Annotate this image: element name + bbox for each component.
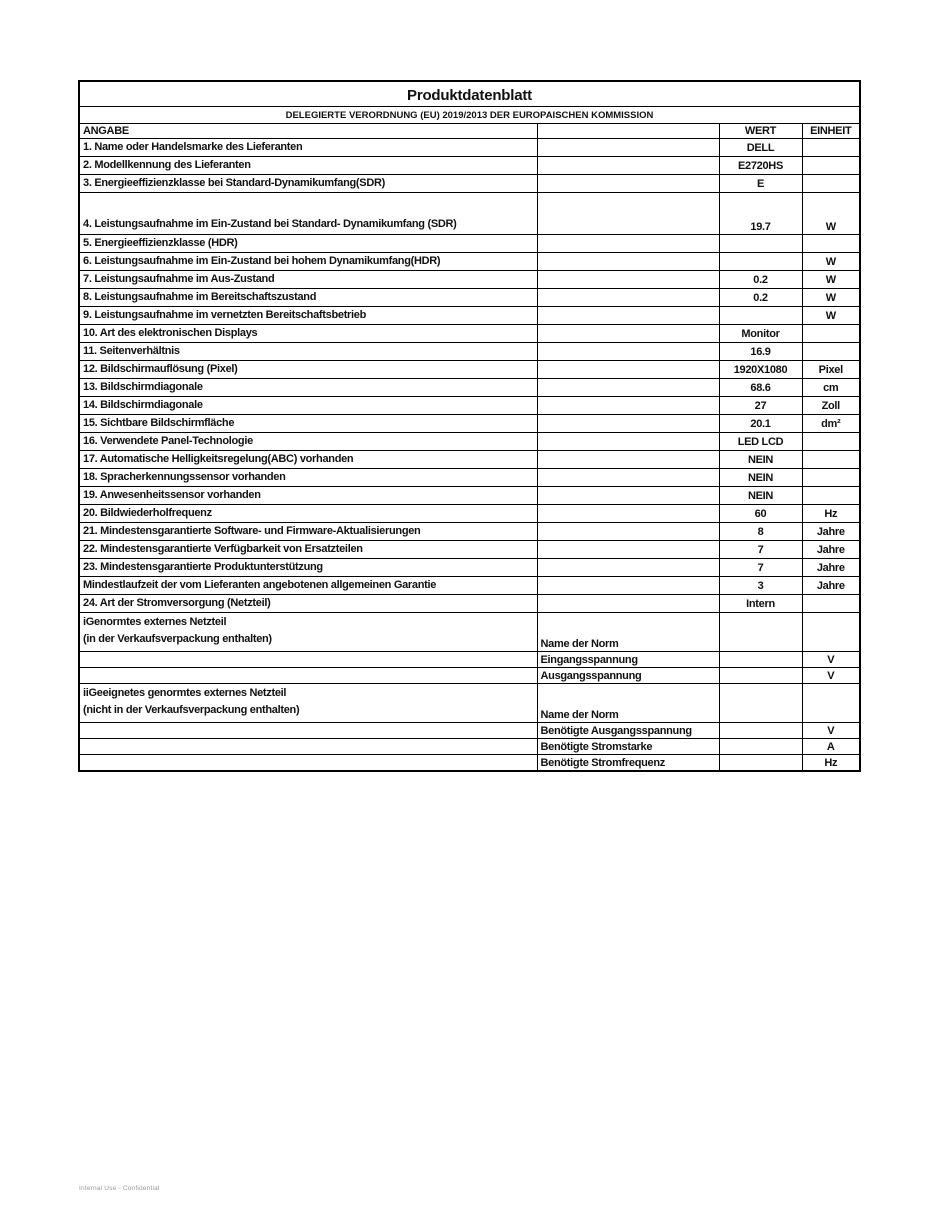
row-mid-label-cell — [537, 523, 719, 541]
row-mid-label-cell — [537, 505, 719, 523]
row-label: iGenormtes externes Netzteil — [83, 616, 227, 628]
row-label-cell — [79, 379, 537, 397]
table-row — [79, 451, 860, 469]
row-label-cell — [79, 271, 537, 289]
row-label-cell — [79, 652, 537, 668]
row-label: 24. Art der Stromversorgung (Netzteil) — [83, 597, 271, 609]
row-mid-label-cell: Benötigte Ausgangsspannung — [537, 723, 719, 739]
row-label: 14. Bildschirmdiagonale — [83, 399, 203, 411]
row-label: 7. Leistungsaufnahme im Aus-Zustand — [83, 273, 275, 285]
row-mid-label-cell — [537, 343, 719, 361]
row-mid-label-cell — [537, 253, 719, 271]
subtitle-row — [79, 107, 860, 124]
row-unit-cell — [802, 175, 860, 193]
table-row — [79, 523, 860, 541]
row-value-cell: E — [719, 175, 802, 193]
row-mid-label-cell — [537, 451, 719, 469]
row-mid-label-cell — [537, 157, 719, 175]
column-header-row — [79, 124, 860, 139]
row-label: 4. Leistungsaufnahme im Ein-Zustand bei Standard- Dynamikumfang (SDR) — [83, 218, 457, 230]
row-mid-label-cell — [537, 595, 719, 613]
table-row — [79, 595, 860, 613]
row-unit-cell: Hz — [802, 505, 860, 523]
table-row — [79, 668, 860, 684]
row-label-cell — [79, 307, 537, 325]
row-unit-cell: V — [802, 652, 860, 668]
row-mid-label-cell: Eingangsspannung — [537, 652, 719, 668]
page-subtitle: DELEGIERTE VERORDNUNG (EU) 2019/2013 DER EUROPAISCHEN KOMMISSION — [79, 107, 860, 124]
row-label: iiGeeignetes genormtes externes Netzteil — [83, 687, 287, 699]
row-label: 1. Name oder Handelsmarke des Lieferanten — [83, 141, 303, 153]
row-value-cell — [719, 739, 802, 755]
row-value-cell: LED LCD — [719, 433, 802, 451]
row-value-cell: 3 — [719, 577, 802, 595]
table-row — [79, 307, 860, 325]
row-value-cell — [719, 253, 802, 271]
row-mid-label-cell — [537, 235, 719, 253]
row-value-cell: NEIN — [719, 451, 802, 469]
row-value-cell: NEIN — [719, 487, 802, 505]
row-unit-cell: Jahre — [802, 577, 860, 595]
row-label-cell — [79, 343, 537, 361]
row-label-cell — [79, 139, 537, 157]
row-value-cell: 1920X1080 — [719, 361, 802, 379]
row-value-cell — [719, 755, 802, 772]
row-unit-cell: Jahre — [802, 523, 860, 541]
row-label: 13. Bildschirmdiagonale — [83, 381, 203, 393]
row-value-cell — [719, 723, 802, 739]
row-value-cell: DELL — [719, 139, 802, 157]
row-value-cell — [719, 307, 802, 325]
row-mid-label-cell — [537, 271, 719, 289]
row-label-cell — [79, 193, 537, 235]
row-unit-cell — [802, 451, 860, 469]
row-label-cell — [79, 433, 537, 451]
row-value-cell: 60 — [719, 505, 802, 523]
column-header-einheit: EINHEIT — [802, 124, 860, 139]
row-label: 23. Mindestensgarantierte Produktunterstützung — [83, 561, 323, 573]
row-unit-cell: W — [802, 307, 860, 325]
row-unit-cell — [802, 487, 860, 505]
row-mid-label-cell — [537, 487, 719, 505]
table-row — [79, 755, 860, 772]
row-mid-label-cell — [537, 307, 719, 325]
footer-confidential-label: Internal Use - Confidential — [79, 1185, 160, 1192]
table-row — [79, 487, 860, 505]
row-mid-label-cell — [537, 541, 719, 559]
row-unit-cell — [802, 325, 860, 343]
row-mid-label-cell — [537, 433, 719, 451]
column-header-angabe: ANGABE — [79, 124, 537, 139]
row-label: 8. Leistungsaufnahme im Bereitschaftszustand — [83, 291, 317, 303]
row-value-cell: Monitor — [719, 325, 802, 343]
table-row — [79, 433, 860, 451]
row-label: 5. Energieeffizienzklasse (HDR) — [83, 237, 238, 249]
row-mid-label-cell — [537, 289, 719, 307]
column-header-mid — [537, 124, 719, 139]
row-mid-label-cell — [537, 193, 719, 235]
row-unit-cell: Jahre — [802, 541, 860, 559]
row-label-cell — [79, 559, 537, 577]
row-unit-cell — [802, 235, 860, 253]
row-label-cell — [79, 253, 537, 271]
row-label: 3. Energieeffizienzklasse bei Standard-Dynamikumfang(SDR) — [83, 177, 385, 189]
row-label: 16. Verwendete Panel-Technologie — [83, 435, 253, 447]
row-unit-cell — [802, 684, 860, 723]
row-label-cell — [79, 235, 537, 253]
row-value-cell: 19.7 — [719, 193, 802, 235]
row-unit-cell: V — [802, 723, 860, 739]
row-label: 20. Bildwiederholfrequenz — [83, 507, 212, 519]
row-unit-cell: Hz — [802, 755, 860, 772]
row-mid-label-cell — [537, 361, 719, 379]
table-row — [79, 684, 860, 723]
row-unit-cell: V — [802, 668, 860, 684]
table-row — [79, 541, 860, 559]
row-value-cell: Intern — [719, 595, 802, 613]
row-value-cell: 7 — [719, 541, 802, 559]
row-mid-label-cell: Name der Norm — [537, 684, 719, 723]
row-mid-label-cell — [537, 577, 719, 595]
row-unit-cell: W — [802, 253, 860, 271]
row-unit-cell: A — [802, 739, 860, 755]
row-value-cell: 68.6 — [719, 379, 802, 397]
row-label-cell — [79, 157, 537, 175]
row-value-cell: E2720HS — [719, 157, 802, 175]
product-datasheet-table — [78, 80, 861, 772]
row-unit-cell — [802, 469, 860, 487]
row-label: 15. Sichtbare Bildschirmfläche — [83, 417, 235, 429]
table-row — [79, 253, 860, 271]
row-label-cell — [79, 739, 537, 755]
table-row — [79, 289, 860, 307]
row-mid-label-cell — [537, 139, 719, 157]
title-row — [79, 81, 860, 107]
table-row — [79, 397, 860, 415]
row-label-cell — [79, 415, 537, 433]
row-unit-cell — [802, 139, 860, 157]
column-header-wert: WERT — [719, 124, 802, 139]
row-label-cell — [79, 723, 537, 739]
row-label-cell — [79, 325, 537, 343]
row-value-cell — [719, 652, 802, 668]
page-title: Produktdatenblatt — [79, 81, 860, 107]
row-value-cell: 0.2 — [719, 271, 802, 289]
row-label-cell — [79, 487, 537, 505]
row-label: 17. Automatische Helligkeitsregelung(ABC) vorhanden — [83, 453, 354, 465]
row-value-cell: 20.1 — [719, 415, 802, 433]
row-unit-cell: W — [802, 289, 860, 307]
table-row — [79, 193, 860, 235]
row-label-cell — [79, 613, 537, 652]
row-value-cell: NEIN — [719, 469, 802, 487]
table-row — [79, 559, 860, 577]
row-label-cell — [79, 289, 537, 307]
row-mid-label-cell — [537, 559, 719, 577]
row-value-cell — [719, 613, 802, 652]
row-label-cell — [79, 755, 537, 772]
row-label: 9. Leistungsaufnahme im vernetzten Bereitschaftsbetrieb — [83, 309, 367, 321]
row-value-cell: 16.9 — [719, 343, 802, 361]
row-label-cell — [79, 577, 537, 595]
row-label-cell — [79, 684, 537, 723]
row-mid-label-cell — [537, 379, 719, 397]
row-value-cell — [719, 235, 802, 253]
row-label: 12. Bildschirmauflösung (Pixel) — [83, 363, 238, 375]
row-value-cell: 27 — [719, 397, 802, 415]
row-label-line2: (in der Verkaufsverpackung enthalten) — [83, 633, 272, 645]
row-label-cell — [79, 175, 537, 193]
table-row — [79, 379, 860, 397]
table-row — [79, 613, 860, 652]
row-label-cell — [79, 523, 537, 541]
row-label-cell — [79, 595, 537, 613]
row-label: 2. Modellkennung des Lieferanten — [83, 159, 251, 171]
row-label-cell — [79, 668, 537, 684]
row-mid-label-cell — [537, 397, 719, 415]
table-row — [79, 361, 860, 379]
row-label-line2: (nicht in der Verkaufsverpackung enthalten) — [83, 704, 300, 716]
row-unit-cell: Jahre — [802, 559, 860, 577]
table-row — [79, 415, 860, 433]
row-label-cell — [79, 469, 537, 487]
row-mid-label-cell — [537, 175, 719, 193]
table-row — [79, 175, 860, 193]
row-mid-label-cell: Benötigte Stromfrequenz — [537, 755, 719, 772]
row-unit-cell: W — [802, 271, 860, 289]
row-mid-label-cell — [537, 325, 719, 343]
row-label: 11. Seitenverhältnis — [83, 345, 180, 357]
row-unit-cell: cm — [802, 379, 860, 397]
row-label: 18. Spracherkennungssensor vorhanden — [83, 471, 286, 483]
row-label-cell — [79, 505, 537, 523]
table-row — [79, 235, 860, 253]
row-mid-label-cell: Name der Norm — [537, 613, 719, 652]
row-mid-label-cell — [537, 469, 719, 487]
row-label: 19. Anwesenheitssensor vorhanden — [83, 489, 261, 501]
row-mid-label-cell: Benötigte Stromstarke — [537, 739, 719, 755]
row-value-cell: 7 — [719, 559, 802, 577]
row-mid-label-cell — [537, 415, 719, 433]
row-value-cell — [719, 684, 802, 723]
row-unit-cell — [802, 157, 860, 175]
row-unit-cell: Zoll — [802, 397, 860, 415]
row-label-cell — [79, 541, 537, 559]
table-row — [79, 343, 860, 361]
row-unit-cell — [802, 433, 860, 451]
table-row — [79, 723, 860, 739]
table-row — [79, 739, 860, 755]
table-row — [79, 271, 860, 289]
row-unit-cell — [802, 343, 860, 361]
table-row — [79, 652, 860, 668]
table-row — [79, 157, 860, 175]
row-label: 21. Mindestensgarantierte Software- und Firmware-Aktualisierungen — [83, 525, 421, 537]
row-unit-cell: W — [802, 193, 860, 235]
row-label-cell — [79, 361, 537, 379]
row-label: 6. Leistungsaufnahme im Ein-Zustand bei hohem Dynamikumfang(HDR) — [83, 255, 441, 267]
row-unit-cell: Pixel — [802, 361, 860, 379]
table-row — [79, 325, 860, 343]
row-label-cell — [79, 451, 537, 469]
table-row — [79, 505, 860, 523]
row-unit-cell — [802, 595, 860, 613]
row-label: 22. Mindestensgarantierte Verfügbarkeit von Ersatzteilen — [83, 543, 363, 555]
row-mid-label-cell: Ausgangsspannung — [537, 668, 719, 684]
row-label-cell — [79, 397, 537, 415]
row-unit-cell — [802, 613, 860, 652]
table-row — [79, 139, 860, 157]
row-unit-cell: dm² — [802, 415, 860, 433]
row-value-cell: 8 — [719, 523, 802, 541]
table-row — [79, 469, 860, 487]
row-value-cell: 0.2 — [719, 289, 802, 307]
row-value-cell — [719, 668, 802, 684]
table-row — [79, 577, 860, 595]
row-label: Mindestlaufzeit der vom Lieferanten angebotenen allgemeinen Garantie — [83, 579, 437, 591]
row-label: 10. Art des elektronischen Displays — [83, 327, 258, 339]
